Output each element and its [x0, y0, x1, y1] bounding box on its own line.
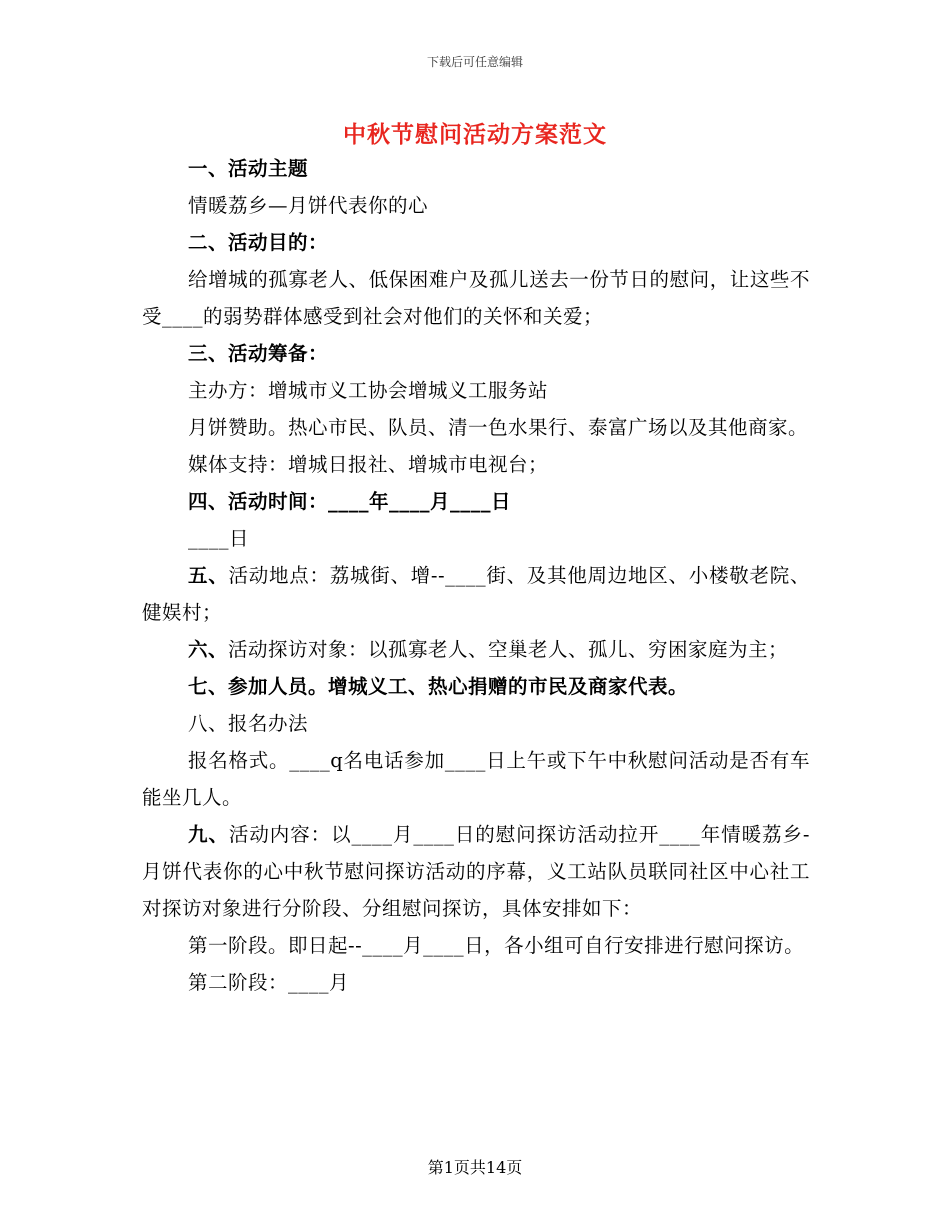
header-note: 下载后可任意编辑 [426, 55, 523, 69]
paragraph: 给增城的孤寡老人、低保困难户及孤儿送去一份节日的慰问，让这些不受____的弱势群体感受到社会对他们的关怀和关爱； [142, 268, 810, 328]
paragraph: 第一阶段。即日起--____月____日，各小组可自行安排进行慰问探访。 [188, 934, 805, 957]
paragraph: 四、活动时间：____年____月____日 [188, 490, 512, 513]
paragraph: 二、活动目的： [188, 231, 329, 254]
paragraph: 情暖荔乡—月饼代表你的心 [188, 194, 429, 217]
paragraph: 一、活动主题 [188, 157, 309, 180]
document-body [142, 150, 810, 1001]
paragraph: 五、活动地点：荔城街、增--____街、及其他周边地区、小楼敬老院、健娱村； [142, 564, 810, 624]
paragraph: 八、报名办法 [188, 712, 309, 735]
paragraph: 三、活动筹备： [188, 342, 329, 365]
paragraph: 月饼赞助。热心市民、队员、清一色水果行、泰富广场以及其他商家。 [188, 416, 809, 439]
paragraph: 九、活动内容：以____月____日的慰问探访活动拉开____年情暖荔乡-月饼代表你的心中秋节慰问探访活动的序幕，义工站队员联同社区中心社工对探访对象进行分阶段、分组慰问探访，具体安排如下： [142, 823, 810, 920]
paragraph: 第二阶段：____月 [188, 971, 350, 994]
page-number-footer: 第1页共14页 [427, 1158, 523, 1177]
paragraph: 七、参加人员。增城义工、热心捐赠的市民及商家代表。 [188, 675, 689, 698]
paragraph: 报名格式。____q名电话参加____日上午或下午中秋慰问活动是否有车能坐几人。 [142, 749, 810, 809]
paragraph: 主办方：增城市义工协会增城义工服务站 [188, 379, 549, 402]
paragraph: 六、活动探访对象：以孤寡老人、空巢老人、孤儿、穷困家庭为主； [188, 638, 789, 661]
paragraph: 媒体支持：增城日报社、增城市电视台； [188, 453, 549, 476]
document-title: 中秋节慰问活动方案范文 [343, 121, 607, 148]
paragraph: ____日 [188, 527, 250, 550]
